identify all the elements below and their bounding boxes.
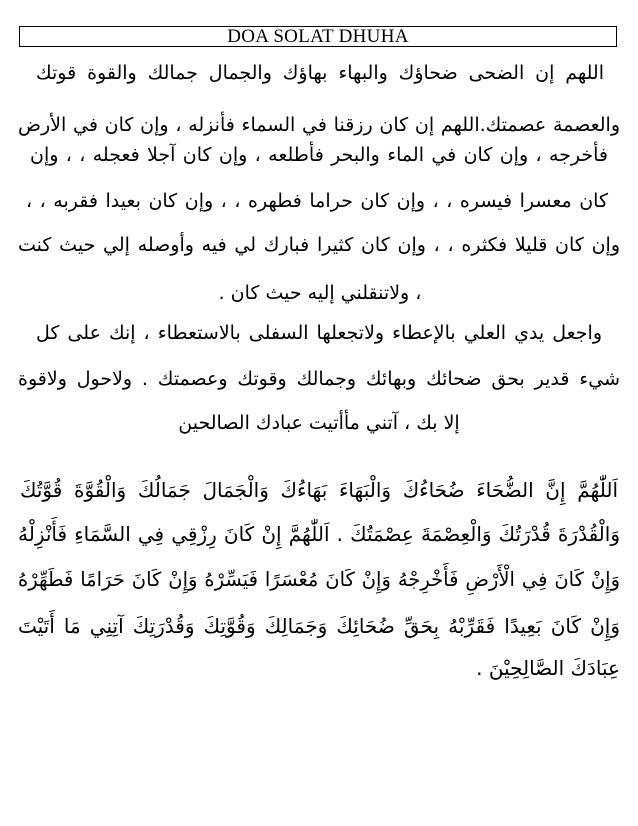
plain-line-5: وإن كان قليلا فكثره ، ، وإن كان كثيرا فبارك لي فيه وأوصله إلي حيث كنت [18, 234, 620, 256]
plain-line-3: فأخرجه ، وإن كان في الماء والبحر فأطلعه ، وإن كان آجلا فعجله ، ، وإن [30, 144, 608, 166]
vowelled-line-2: وَالْقُدْرَةَ قُدْرَتُكَ وَالْعِصْمَةَ عِصْمَتُكَ . اَللّٰهُمَّ إِنْ كَانَ رِزْقِي فِي السَّمَاءِ فَأَنْزِلْهُ [18, 522, 620, 546]
document-title: DOA SOLAT DHUHA [19, 26, 617, 47]
vowelled-line-4: وَإِنْ كَانَ بَعِيدًا فَقَرِّبْهُ بِحَقِّ ضُحَائِكَ وَجَمَالِكَ وَقُوَّتِكَ وَقُدْرَتِكَ آتِنِي مَا أَتَيْتَ [18, 614, 620, 638]
plain-line-7: واجعل يدي العلي بالإعطاء ولاتجعلها السفلى بالاستعطاء ، إنك على كل [36, 322, 602, 344]
vowelled-line-1: اَللّٰهُمَّ إِنَّ الضُّحَاءَ ضُحَاءُكَ وَالْبَهَاءَ بَهَاءُكَ وَالْجَمَالَ جَمَالُكَ وَالْقُوَّةَ قُوَّتُكَ [20, 478, 618, 502]
plain-line-8: شيء قدير بحق ضحائك وبهائك وجمالك وقوتك وعصمتك . ولاحول ولاقوة [18, 368, 620, 390]
plain-line-6: ، ولاتنقلني إليه حيث كان . [218, 282, 422, 304]
plain-line-4: كان معسرا فيسره ، ، وإن كان حراما فطهره ، ، وإن كان بعيدا فقربه ، ، [26, 190, 608, 212]
plain-line-2: والعصمة عصمتك.اللهم إن كان رزقنا في السماء فأنزله ، وإن كان في الأرض [18, 114, 620, 136]
vowelled-line-3: وَإِنْ كَانَ فِي الْأَرْضِ فَأَخْرِجْهُ وَإِنْ كَانَ مُعْسَرًا فَيَسِّرْهُ وَإِنْ كَانَ حَرَامًا فَطَهِّرْهُ [18, 568, 620, 591]
vowelled-line-5: عِبَادَكَ الصَّالِحِيْنَ . [476, 656, 620, 680]
plain-line-1: اللهم إن الضحى ضحاؤك والبهاء بهاؤك والجمال جمالك والقوة قوتك [36, 62, 604, 84]
plain-line-9: إلا بك ، آتني مأأتيت عبادك الصالحين [178, 412, 460, 434]
